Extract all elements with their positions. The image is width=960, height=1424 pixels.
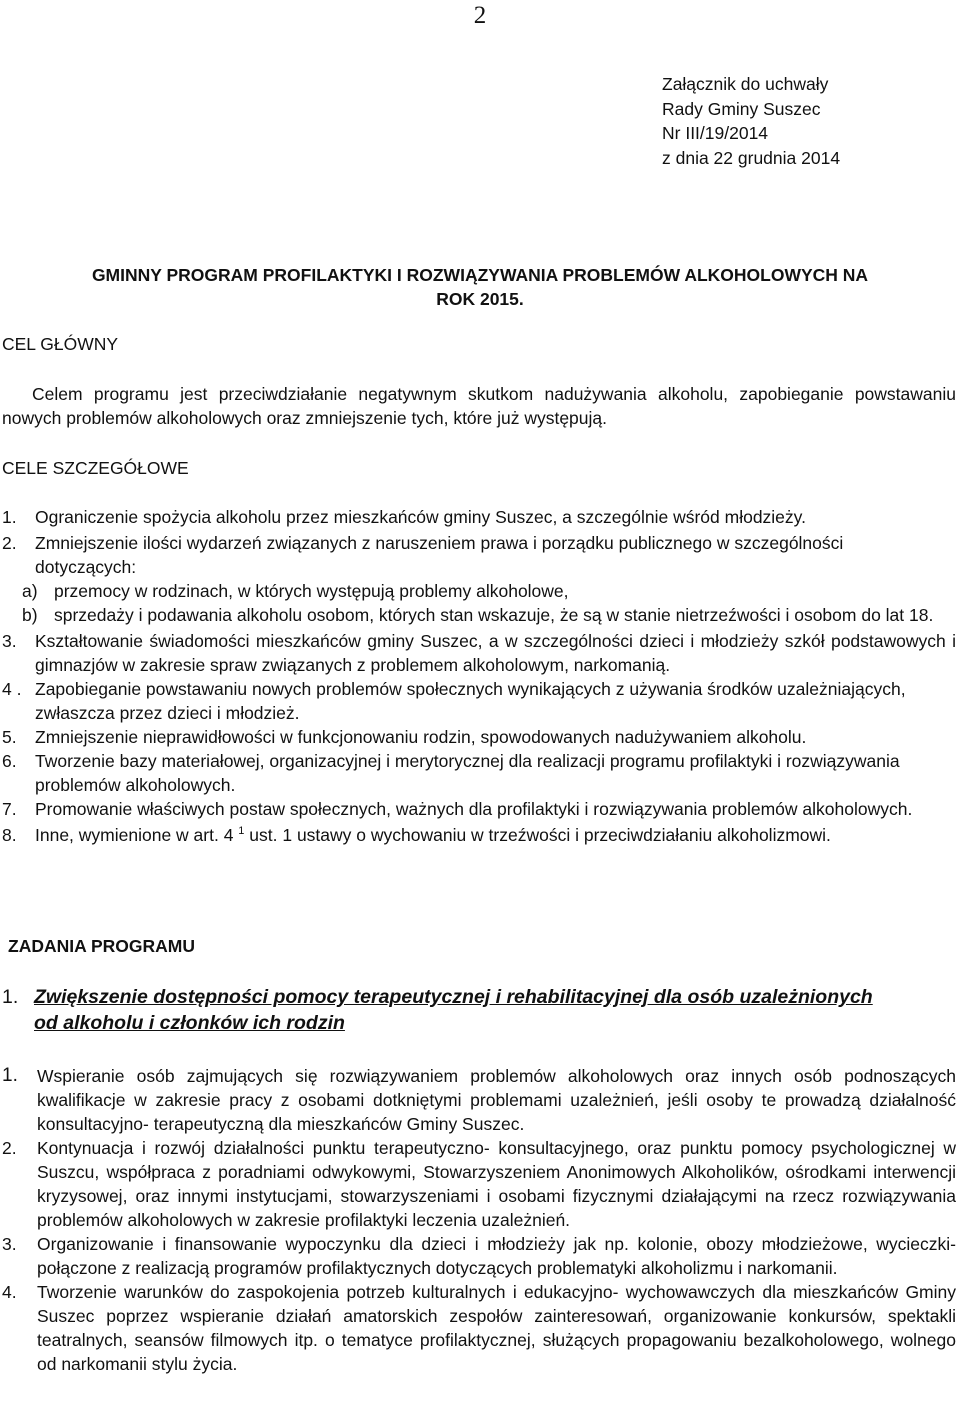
sub-list-item (22, 603, 956, 627)
list-item (2, 1280, 956, 1376)
section-title: Zwiększenie dostępności pomocy terapeutycznej i rehabilitacyjnej dla osób uzależnionych od alkoholu i członków ich rodzin (34, 986, 873, 1034)
item-text: Kształtowanie świadomości mieszkańców gminy Suszec, a w szczególności dzieci i młodzieży szkół podstawowych i gimnazjów w zakresie spraw związanych z problemem alkoholowym, narkomanią. (35, 631, 956, 675)
list-item (2, 797, 956, 821)
item-text: sprzedaży i podawania alkoholu osobom, których stan wskazuje, że są w stanie nietrzeźwości i osobom do lat 18. (54, 605, 934, 625)
item-text-part: Inne, wymienione w art. 4 (35, 825, 239, 845)
list-item (2, 749, 956, 797)
item-text: Zmniejszenie nieprawidłowości w funkcjonowaniu rodzin, spowodowanych nadużywaniem alkoholu. (35, 727, 807, 747)
item-text: Tworzenie bazy materiałowej, organizacyjnej i merytorycznej dla realizacji programu profilaktyki i rozwiązywania problemów alkoholowych. (35, 751, 900, 795)
list-item (2, 1064, 956, 1136)
document-title (0, 263, 960, 311)
item-number: 2. (2, 533, 17, 553)
specific-goals-list (2, 505, 956, 847)
attachment-line: Nr III/19/2014 (662, 123, 769, 143)
attachment-line: Rady Gminy Suszec (662, 98, 821, 119)
item-number: 3. (2, 631, 17, 651)
item-number: 7. (2, 799, 17, 819)
item-number: 6. (2, 751, 17, 771)
specific-goals-heading: CELE SZCZEGÓŁOWE (2, 458, 189, 478)
task-section-title (2, 984, 952, 1036)
item-number: 4. (2, 1282, 17, 1302)
superscript: 1 (238, 825, 245, 837)
attachment-line: z dnia 22 grudnia 2014 (662, 147, 841, 168)
list-item (2, 725, 956, 749)
list-item (2, 505, 956, 529)
section-number: 1. (2, 986, 19, 1008)
attachment-header (662, 72, 840, 170)
main-goal-heading: CEL GŁÓWNY (2, 334, 119, 354)
item-text: Wspieranie osób zajmujących się rozwiązywaniem problemów alkoholowych oraz innych osób podnoszących kwalifikacje w zakresie pracy z osobami dotkniętymi problemami uzależnień, jeśli osoby te prowadzą działalność konsultacyjno- terapeutyczną dla mieszkańców Gminy Suszec. (37, 1066, 956, 1134)
item-number: 1. (2, 507, 17, 527)
item-number: 4 . (2, 679, 22, 699)
main-goal-text: Celem programu jest przeciwdziałanie negatywnym skutkom nadużywania alkoholu, zapobieganie powstawaniu nowych problemów alkoholowych oraz zmniejszenie tych, które już występują. (2, 384, 956, 428)
item-number: 1. (2, 1065, 18, 1086)
item-text: przemocy w rodzinach, w których występują problemy alkoholowe, (54, 581, 569, 601)
list-item (2, 1232, 956, 1280)
sub-list-item (22, 579, 956, 603)
item-number: 2. (2, 1138, 17, 1158)
item-number: 3. (2, 1234, 17, 1254)
title-line: GMINNY PROGRAM PROFILAKTYKI I ROZWIĄZYWANIA PROBLEMÓW ALKOHOLOWYCH NA (91, 265, 869, 285)
list-item (2, 677, 956, 725)
item-text: Ograniczenie spożycia alkoholu przez mieszkańców gminy Suszec, a szczególnie wśród młodzieży. (35, 507, 806, 527)
item-letter: a) (22, 581, 38, 601)
item-text: Kontynuacja i rozwój działalności punktu terapeutyczno- konsultacyjnego, oraz punktu pomocy psychologicznej w Suszcu, współpraca z poradniami odwykowymi, Stowarzyszeniem Anonimowych Alkoholików, ośrodkami interwencji kryzysowej, oraz innymi instytucjami, stowarzyszeniami i osobami fizycznymi działającymi na rzecz rozwiązywania problemów alkoholowych w zakresie profilaktyki leczenia uzależnień. (37, 1138, 956, 1230)
page-number: 2 (473, 2, 487, 29)
item-text: Organizowanie i finansowanie wypoczynku dla dzieci i młodzieży jak np. kolonie, obozy młodzieżowe, wycieczki- połączone z realizacją programów profilaktycznych dotyczących problematyki alkoholizmu i narkomanii. (37, 1234, 956, 1278)
item-text: Tworzenie warunków do zaspokojenia potrzeb kulturalnych i edukacyjno- wychowawczych dla mieszkańców Gminy Suszec poprzez wspieranie działań amatorskich zespołów zainteresowań, organizowanie konkursów, spektakli teatralnych, seansów filmowych itp. o tematyce profilaktycznej, służących propagowaniu bezalkoholowego, wolnego od narkomanii stylu życia. (37, 1282, 956, 1374)
item-text: Promowanie właściwych postaw społecznych, ważnych dla profilaktyki i rozwiązywania problemów alkoholowych. (35, 799, 913, 819)
tasks-list (2, 1064, 956, 1376)
list-item (2, 823, 956, 847)
item-text-part: ust. 1 ustawy o wychowaniu w trzeźwości i przeciwdziałaniu alkoholizmowi. (244, 825, 831, 845)
item-text: Zapobieganie powstawaniu nowych problemów społecznych wynikających z używania środków uzależniających, zwłaszcza przez dzieci i młodzież. (35, 679, 906, 723)
item-number: 5. (2, 727, 17, 747)
tasks-heading: ZADANIA PROGRAMU (8, 936, 195, 956)
item-text: Zmniejszenie ilości wydarzeń związanych z naruszeniem prawa i porządku publicznego w szczególności dotyczących: (35, 533, 844, 577)
item-text (35, 823, 865, 847)
list-item (2, 629, 956, 677)
title-line: ROK 2015. (436, 289, 524, 309)
item-number: 8. (2, 825, 17, 845)
list-item (2, 1136, 956, 1232)
list-item (2, 531, 956, 627)
section-heading (2, 984, 952, 1036)
item-letter: b) (22, 605, 38, 625)
attachment-line: Załącznik do uchwały (662, 74, 829, 94)
